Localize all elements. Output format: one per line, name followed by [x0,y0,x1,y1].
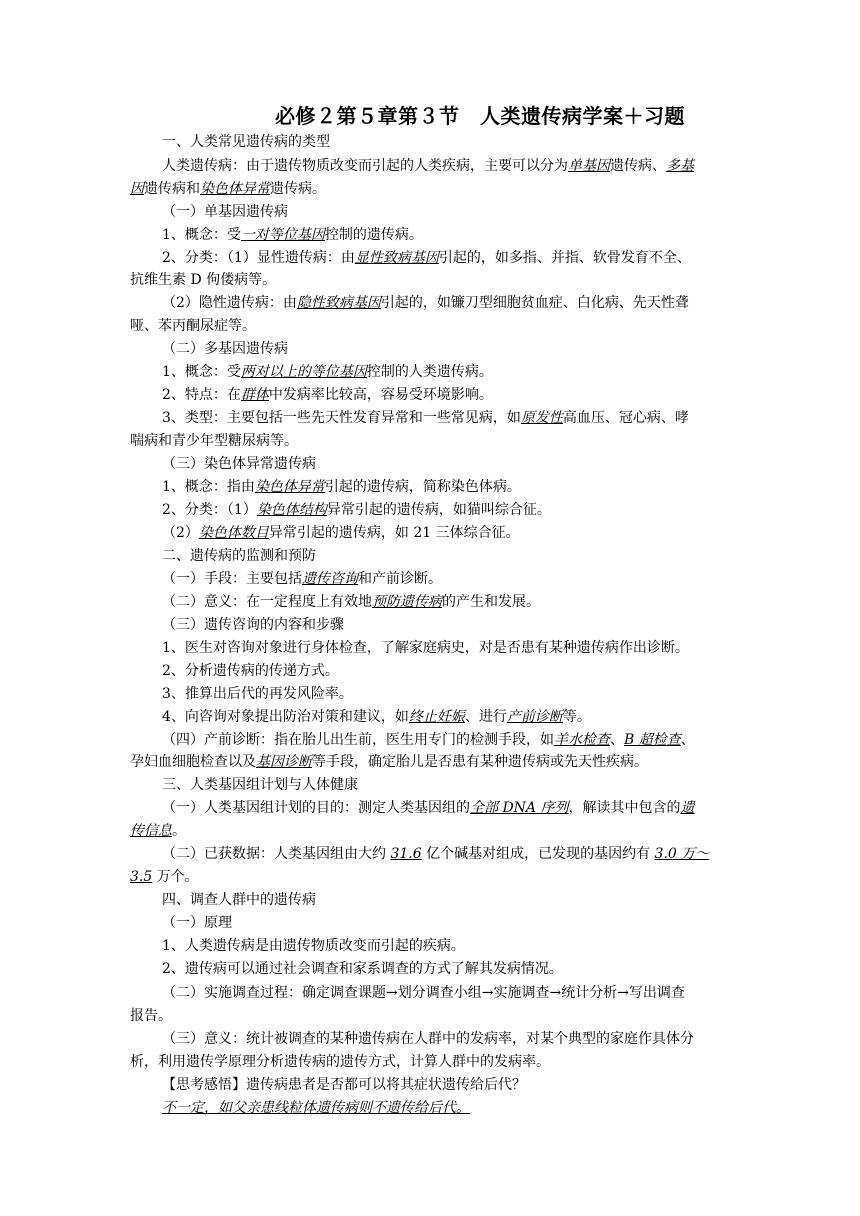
text-segment: 1、概念：受 [162,227,241,243]
text-segment: 亿个碱基对组成，已发现的基因约有 [421,846,655,862]
text-line [162,339,288,359]
answer-blank: 3.0 万～ [654,846,710,862]
text-segment: （2） [162,525,199,541]
text-segment: 异常引起的遗传病，如 21 三体综合征。 [268,525,520,541]
text-segment: 二、遗传病的监测和预防 [162,548,316,564]
text-segment: （二）已获数据：人类基因组由大约 [162,846,391,862]
text-segment: （一）单基因遗传病 [162,204,288,220]
text-segment: 遗传病。 [270,181,326,197]
answer-blank: 3.5 [130,869,153,885]
text-segment: （二）多基因遗传病 [162,341,288,357]
text-segment: 控制的遗传病。 [324,227,423,243]
text-segment: ，解读其中包含的 [568,800,681,816]
text-segment: 孕妇血细胞检查以及 [130,754,256,770]
text-line [162,798,695,818]
text-line [130,1006,172,1026]
answer-blank: 全部 DNA 序列 [470,800,569,816]
answer-blank: 遗 [680,800,695,816]
answer-blank: 原发性 [520,410,563,426]
text-line [162,546,316,566]
text-segment: 3、类型：主要包括一些先天性发育异常和一些常见病，如 [162,410,521,426]
text-segment: 等。 [562,709,591,725]
text-line [162,362,493,382]
answer-blank: 羊水检查 [554,732,610,748]
text-segment: 、 [610,732,624,748]
text-segment: 控制的人类遗传病。 [366,364,493,380]
text-segment: （一）人类基因组计划的目的：测定人类基因组的 [162,800,470,816]
text-segment: 遗传病和 [144,181,200,197]
text-line [130,867,199,887]
text-segment: （三）染色体异常遗传病 [162,456,316,472]
answer-blank: 终止妊娠 [408,709,465,725]
text-line [130,179,326,199]
answer-blank: 单基因 [568,158,610,174]
text-line [130,270,276,290]
text-line [162,638,689,658]
text-line [130,752,648,772]
text-segment: 哑、苯丙酮尿症等。 [130,318,256,334]
text-line [162,913,232,933]
text-line [162,454,316,474]
text-segment: 【思考感悟】遗传病患者是否都可以将其症状遗传给后代？ [162,1077,526,1093]
text-segment: 析，利用遗传学原理分析遗传病的遗传方式，计算人群中的发病率。 [130,1054,550,1070]
answer-blank: 两对以上的等位基因 [240,364,367,380]
answer-blank: 染色体异常 [200,181,270,197]
answer-blank: 预防遗传病 [372,594,442,610]
text-segment: （三）遗传咨询的内容和步骤 [162,617,344,633]
text-line [162,248,691,268]
text-line [162,1029,694,1049]
text-segment: 等手段，确定胎儿是否患有某种遗传病或先天性疾病。 [312,754,648,770]
answer-blank: 不一定，如父亲患线粒体遗传病则不遗传给后代。 [162,1100,470,1116]
text-line [162,500,551,520]
text-line [162,1098,470,1118]
answer-blank: 产前诊断 [506,709,563,725]
text-segment: 中发病率比较高，容易受环境影响。 [268,387,493,403]
answer-blank: 多基 [666,158,694,174]
text-line [162,202,288,222]
text-segment: 三、人类基因组计划与人体健康 [162,777,358,793]
text-segment: 4、向咨询对象提出防治对策和建议，如 [162,709,409,725]
answer-blank: 因 [130,181,144,197]
text-segment: 2、遗传病可以通过社会调查和家系调查的方式了解其发病情况。 [162,961,563,977]
text-segment: （2）隐性遗传病：由 [162,295,297,311]
text-segment: 1、概念：指由 [162,479,255,495]
text-line [162,408,689,428]
text-line [162,890,316,910]
text-line [130,316,256,336]
text-segment: 引起的，如镰刀型细胞贫血症、白化病、先天性聋 [380,295,689,311]
text-line [162,615,344,635]
text-segment: 2、分析遗传病的传递方式。 [162,663,339,679]
text-line [162,983,685,1003]
text-segment: 。 [172,823,186,839]
text-line [162,936,465,956]
text-segment: 3、推算出后代的再发风险率。 [162,686,353,702]
text-segment: 、进行 [464,709,507,725]
text-segment: 2、分类：（1） [162,502,257,518]
text-segment: （四）产前诊断：指在胎儿出生前，医生用专门的检测手段，如 [162,732,554,748]
text-line [162,385,493,405]
text-line [162,592,540,612]
text-segment: 和产前诊断。 [358,571,442,587]
text-segment: 四、调查人群中的遗传病 [162,892,316,908]
text-line [162,523,520,543]
text-line [162,477,521,497]
text-line [130,431,298,451]
text-line [130,1052,550,1072]
text-segment: 引起的，如多指、并指、软骨发育不全、 [438,250,691,266]
answer-blank: 染色体异常 [254,479,325,495]
text-segment: 万个。 [152,869,199,885]
text-line [162,730,695,750]
document-title: 必修２第５章第３节 人类遗传病学案＋习题 [275,104,685,128]
text-line [162,959,563,979]
text-segment: 、 [680,732,695,748]
answer-blank: 隐性致病基因 [296,295,381,311]
text-segment: 的产生和发展。 [442,594,540,610]
text-line [162,707,591,727]
text-segment: 喘病和青少年型糖尿病等。 [130,433,298,449]
text-line [162,225,423,245]
text-segment: （二）意义：在一定程度上有效地 [162,594,372,610]
text-segment: 遗传病、 [610,158,666,174]
text-segment: 1、医生对咨询对象进行身体检查，了解家庭病史，对是否患有某种遗传病作出诊断。 [162,640,689,656]
answer-blank: 染色体数目 [198,525,269,541]
answer-blank: 显性致病基因 [354,250,439,266]
answer-blank: 遗传咨询 [302,571,358,587]
text-segment: 2、特点：在 [162,387,241,403]
text-segment: 一、人类常见遗传病的类型 [162,134,330,150]
text-segment: 1、人类遗传病是由遗传物质改变而引起的疾病。 [162,938,465,954]
text-segment: （二）实施调查过程：确定调查课题→划分调查小组→实施调查→统计分析→写出调查 [162,985,685,1001]
text-segment: 2、分类：（1）显性遗传病：由 [162,250,355,266]
text-line [162,1075,526,1095]
text-line [162,132,330,152]
text-segment: 高血压、冠心病、哮 [562,410,689,426]
answer-blank: 群体 [240,387,269,403]
text-segment: 报告。 [130,1008,172,1024]
text-segment: （三）意义：统计被调查的某种遗传病在人群中的发病率，对某个典型的家庭作具体分 [162,1031,694,1047]
answer-blank: 31.6 [390,846,422,862]
text-segment: （一）原理 [162,915,232,931]
text-segment: （一）手段：主要包括 [162,571,302,587]
text-line [162,293,689,313]
text-segment: 引起的遗传病，简称染色体病。 [324,479,521,495]
text-line [162,684,353,704]
answer-blank: B 超检查 [624,732,681,748]
text-line [162,661,339,681]
text-line [130,821,186,841]
answer-blank: 传信息 [130,823,172,839]
text-line [162,775,358,795]
text-segment: 人类遗传病：由于遗传物质改变而引起的人类疾病，主要可以分为 [162,158,568,174]
text-segment: 1、概念：受 [162,364,241,380]
text-line [162,156,694,176]
text-line [162,844,709,864]
text-segment: 抗维生素 D 佝偻病等。 [130,272,277,288]
text-line [162,569,442,589]
answer-blank: 一对等位基因 [240,227,325,243]
text-segment: 异常引起的遗传病，如猫叫综合征。 [326,502,551,518]
answer-blank: 基因诊断 [256,754,312,770]
answer-blank: 染色体结构 [256,502,327,518]
